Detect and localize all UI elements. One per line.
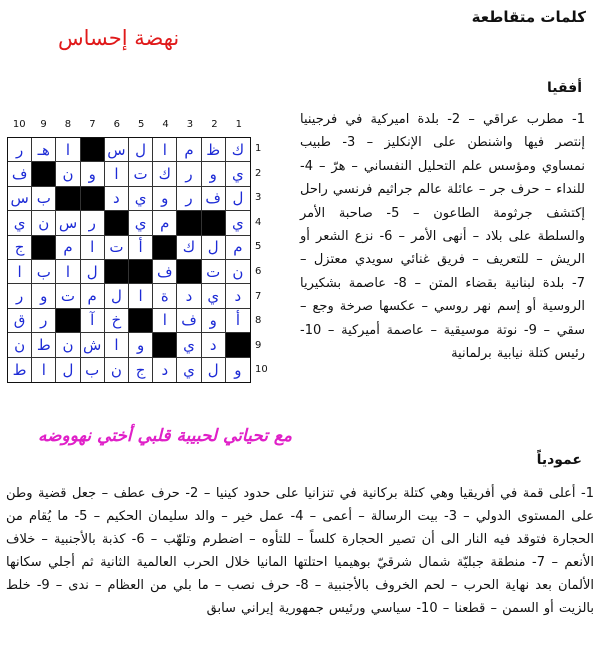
grid-cell: ل <box>226 187 250 211</box>
grid-cell: ل <box>56 358 80 382</box>
grid-cell: و <box>153 187 177 211</box>
grid-cell: م <box>81 284 105 308</box>
grid-cell: أ <box>226 309 250 333</box>
grid-cell: ن <box>56 333 80 357</box>
row-number: 6 <box>255 266 262 277</box>
grid-cell: ك <box>153 162 177 186</box>
row-number: 3 <box>255 192 262 204</box>
grid-cell: ا <box>32 358 56 382</box>
grid-cell: ج <box>129 358 153 382</box>
grid-cell: د <box>226 284 250 308</box>
row-number: 4 <box>255 216 262 228</box>
grid-cell: م <box>177 138 201 162</box>
row-number: 7 <box>255 290 262 302</box>
vertical-clues-text: 1- أعلى قمة في أفريقيا وهي كتلة بركانية في تنزانيا على حدود كينيا – 2- حرف عطف – جعل قضية وطن على المستوى الدولي – 3- بيت الرسالة – أعمى – 4- عمل خير – والد سليمان الحكيم – 5- ما يُقام من الحجارة فتوقد فيه النار الى أن تصير الحجارة كلساً – للتأوه – اضطرم وتلهّب – 6- كذبة بالأجنبية – خلاف الأنعم – 7- منطقة جبليّة شمال شرقيّ بوهيميا احتلتها المانيا خلال الحرب العالمية الثانية ثم أجلي سكانها الألمان بعد نهاية الحرب – لحم الخروف بالأجنبية – 8- حرف نصب – ما بلي من العظام – ندى – 9- خلط بالزيت أو السمن – قطعنا – 10- سياسي ورئيس جمهورية إيراني سابق <box>6 486 595 616</box>
black-cell <box>177 260 201 284</box>
grid-cell: ب <box>32 260 56 284</box>
grid-cell: ة <box>153 284 177 308</box>
grid-cell: و <box>81 162 105 186</box>
grid-cell: م <box>56 236 80 260</box>
black-cell <box>81 187 105 211</box>
row-number: 8 <box>255 315 262 327</box>
black-cell <box>226 333 250 357</box>
grid-cell: س <box>56 211 80 235</box>
grid-cell: ي <box>226 211 250 235</box>
grid-cell: و <box>202 309 226 333</box>
grid-cell: ف <box>8 162 32 186</box>
grid-cell: ا <box>153 309 177 333</box>
grid-cell: ا <box>56 138 80 162</box>
grid-cell: ي <box>202 284 226 308</box>
grid-cell: ا <box>8 260 32 284</box>
black-cell <box>32 236 56 260</box>
grid-cell: س <box>8 187 32 211</box>
page-title: كلمات متقاطعة <box>471 8 586 26</box>
grid-cell: و <box>32 284 56 308</box>
crossword-grid <box>7 137 251 383</box>
grid-cell: ن <box>56 162 80 186</box>
vertical-clues-title: عمودياً <box>536 452 582 468</box>
black-cell <box>32 162 56 186</box>
grid-cell: ش <box>81 333 105 357</box>
black-cell <box>105 260 129 284</box>
dedication-text: مع تحياتي لحبيبة قلبي أختي نهووضه <box>38 426 293 446</box>
black-cell <box>129 260 153 284</box>
grid-cell: م <box>226 236 250 260</box>
grid-cell: هـ <box>32 138 56 162</box>
grid-cell: ل <box>81 260 105 284</box>
grid-cell: ا <box>105 162 129 186</box>
grid-cell: ظ <box>202 138 226 162</box>
grid-cell: ن <box>8 333 32 357</box>
column-number: 6 <box>113 119 120 130</box>
grid-cell: ن <box>226 260 250 284</box>
author-name: نهضة إحساس <box>58 26 180 50</box>
grid-cell: ي <box>177 333 201 357</box>
black-cell <box>56 309 80 333</box>
black-cell <box>105 211 129 235</box>
grid-cell: ف <box>177 309 201 333</box>
grid-cell: ر <box>8 284 32 308</box>
column-number: 9 <box>40 119 47 130</box>
grid-cell: م <box>153 211 177 235</box>
grid-cell: ل <box>202 358 226 382</box>
row-number: 5 <box>255 241 262 253</box>
grid-cell: ل <box>129 138 153 162</box>
grid-cell: ط <box>32 333 56 357</box>
column-number: 10 <box>12 119 26 130</box>
grid-cell: ا <box>105 333 129 357</box>
grid-cell: ا <box>129 284 153 308</box>
grid-cell: ك <box>177 236 201 260</box>
grid-cell: ر <box>177 187 201 211</box>
grid-cell: و <box>129 333 153 357</box>
row-number: 1 <box>255 143 262 154</box>
black-cell <box>202 211 226 235</box>
grid-cell: ط <box>8 358 32 382</box>
grid-cell: ا <box>81 236 105 260</box>
grid-cell: ت <box>202 260 226 284</box>
grid-cell: ل <box>202 236 226 260</box>
horizontal-clues-text: 1- مطرب عراقي – 2- بلدة اميركية في فرجينيا إنتصر فيها واشنطن على الإنكليز – 3- طبيب نمساوي ومؤسس علم التحليل النفساني – هرّ – 4- للنداء – حرف جر – عائلة عالم جراثيم فرنسي راحل إكتشف جرثومة الطاعون – 5- صاحبة الأمر والسلطة على بلاد – أنهى الأمر – 6- نزع الشعر أو الريش – للتعريف – فريق غنائي سويدي معتزل – 7- بلدة لبنانية بقضاء المتن – 8- عاصمة بشكيريا الروسية أو إسم نهر روسي – عكسها صرخة وجع – سقي – 9- نوتة موسيقية – عاصمة أميركية – 10- رئيس كتلة نيابية برلمانية <box>300 112 586 362</box>
grid-cell: ت <box>56 284 80 308</box>
row-number: 9 <box>255 339 262 351</box>
grid-cell: أ <box>129 236 153 260</box>
grid-cell: ي <box>129 187 153 211</box>
grid-cell: ج <box>8 236 32 260</box>
grid-cell: خ <box>105 309 129 333</box>
grid-cell: ي <box>177 358 201 382</box>
column-number: 1 <box>235 119 242 130</box>
grid-cell: ن <box>32 211 56 235</box>
grid-cell: ي <box>8 211 32 235</box>
grid-cell: د <box>105 187 129 211</box>
grid-cell: و <box>202 162 226 186</box>
column-number: 8 <box>64 119 72 130</box>
grid-cell: ن <box>105 358 129 382</box>
grid-cell: س <box>105 138 129 162</box>
column-number: 4 <box>162 119 169 130</box>
grid-cell: د <box>153 358 177 382</box>
grid-cell: ف <box>153 260 177 284</box>
black-cell <box>81 138 105 162</box>
grid-cell: ق <box>8 309 32 333</box>
row-number: 2 <box>255 167 262 179</box>
black-cell <box>153 236 177 260</box>
grid-cell: د <box>177 284 201 308</box>
grid-cell: ا <box>56 260 80 284</box>
column-number: 5 <box>138 119 145 130</box>
grid-cell: ل <box>105 284 129 308</box>
column-number: 7 <box>89 119 96 130</box>
grid-cell: ر <box>81 211 105 235</box>
grid-cell: ب <box>81 358 105 382</box>
grid-cell: ت <box>105 236 129 260</box>
grid-cell: ر <box>8 138 32 162</box>
grid-cell: ك <box>226 138 250 162</box>
grid-cell: ر <box>32 309 56 333</box>
black-cell <box>56 187 80 211</box>
column-number: 3 <box>186 119 194 130</box>
grid-cell: د <box>202 333 226 357</box>
black-cell <box>153 333 177 357</box>
grid-cell: ر <box>177 162 201 186</box>
grid-cell: ف <box>202 187 226 211</box>
black-cell <box>177 211 201 235</box>
grid-cell: ي <box>129 211 153 235</box>
row-number: 10 <box>255 364 268 376</box>
grid-cell: ت <box>129 162 153 186</box>
grid-cell: ي <box>226 162 250 186</box>
grid-cell: ب <box>32 187 56 211</box>
column-number: 2 <box>211 119 218 130</box>
grid-cell: آ <box>81 309 105 333</box>
grid-cell: ا <box>153 138 177 162</box>
horizontal-clues-title: أفقيا <box>546 80 582 96</box>
black-cell <box>129 309 153 333</box>
grid-cell: و <box>234 360 242 379</box>
